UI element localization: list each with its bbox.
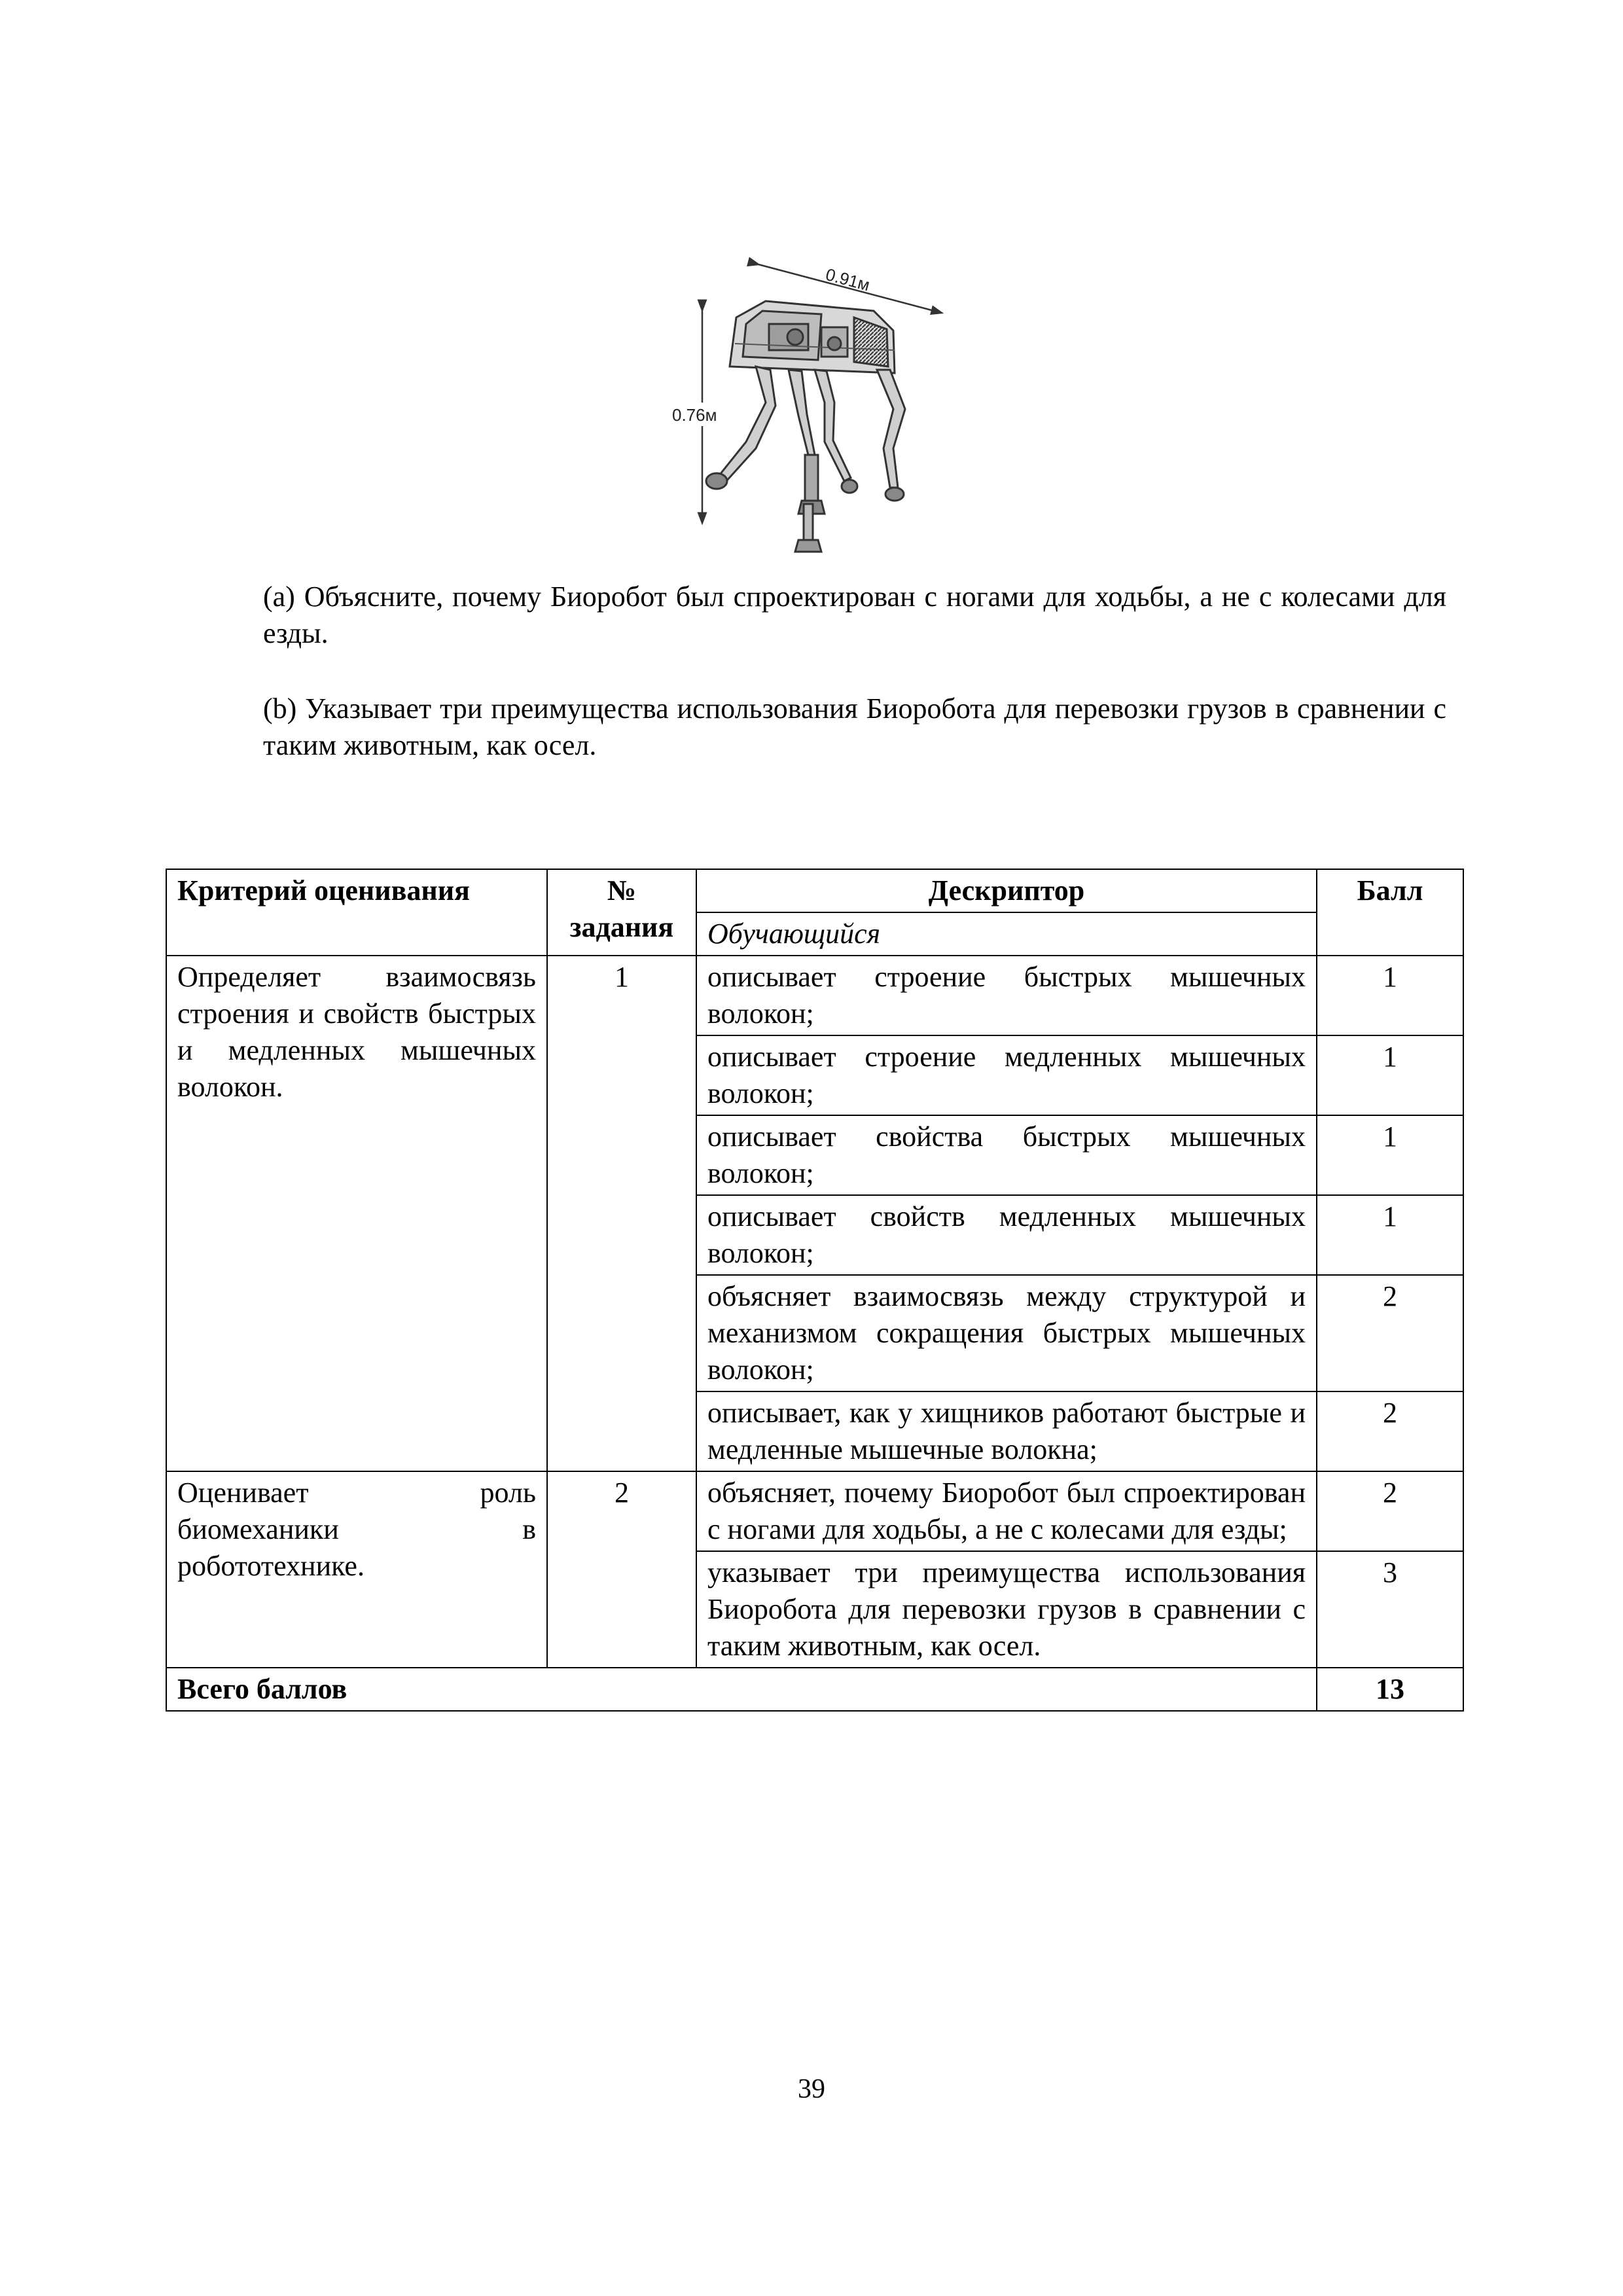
descriptor-cell: описывает, как у хищников работают быстрые и медленные мышечные волокна;	[696, 1391, 1317, 1471]
table-row	[166, 956, 1463, 1035]
height-dimension	[671, 308, 717, 520]
total-value: 13	[1317, 1668, 1463, 1711]
score-cell: 1	[1317, 956, 1463, 1035]
criterion-cell: Оценивает роль биомеханики в робототехнике.	[166, 1471, 547, 1668]
header-student: Обучающийся	[696, 912, 1317, 956]
header-score: Балл	[1317, 869, 1463, 956]
robot-legs	[706, 367, 905, 552]
task-number-cell: 1	[547, 956, 696, 1471]
width-label: 0.91м	[823, 264, 872, 295]
question-a: (a) Объясните, почему Биоробот был спроектирован с ногами для ходьбы, а не с колесами для езды.	[263, 581, 1446, 649]
question-b: (b) Указывает три преимущества использования Биоробота для перевозки грузов в сравнении с таким животным, как осел.	[263, 692, 1446, 761]
task-number-cell: 2	[547, 1471, 696, 1668]
header-task-no: № задания	[547, 869, 696, 956]
descriptor-cell: описывает свойства быстрых мышечных волокон;	[696, 1115, 1317, 1195]
descriptor-cell: объясняет взаимосвязь между структурой и механизмом сокращения быстрых мышечных волокон;	[696, 1275, 1317, 1391]
descriptor-cell: указывает три преимущества использования Биоробота для перевозки грузов в сравнении с таким животным, как осел.	[696, 1551, 1317, 1668]
descriptor-cell: объясняет, почему Биоробот был спроектирован с ногами для ходьбы, а не с колесами для езды;	[696, 1471, 1317, 1551]
score-cell: 2	[1317, 1471, 1463, 1551]
score-cell: 2	[1317, 1275, 1463, 1391]
score-cell: 1	[1317, 1195, 1463, 1275]
total-label: Всего баллов	[166, 1668, 1317, 1711]
descriptor-cell: описывает строение быстрых мышечных волокон;	[696, 956, 1317, 1035]
height-label: 0.76м	[672, 405, 717, 425]
robot-illustration	[658, 245, 965, 573]
page-number: 39	[798, 2074, 825, 2104]
table-header-row	[166, 869, 1463, 912]
table-row	[166, 1471, 1463, 1551]
robot-body	[730, 301, 895, 373]
assessment-table	[166, 869, 1464, 1712]
score-cell: 3	[1317, 1551, 1463, 1668]
header-descriptor: Дескриптор	[696, 869, 1317, 912]
descriptor-cell: описывает свойств медленных мышечных волокон;	[696, 1195, 1317, 1275]
header-criterion: Критерий оценивания	[166, 869, 547, 956]
descriptor-cell: описывает строение медленных мышечных волокон;	[696, 1035, 1317, 1115]
score-cell: 2	[1317, 1391, 1463, 1471]
score-cell: 1	[1317, 1115, 1463, 1195]
criterion-cell: Определяет взаимосвязь строения и свойств быстрых и медленных мышечных волокон.	[166, 956, 547, 1471]
total-row	[166, 1668, 1463, 1711]
score-cell: 1	[1317, 1035, 1463, 1115]
